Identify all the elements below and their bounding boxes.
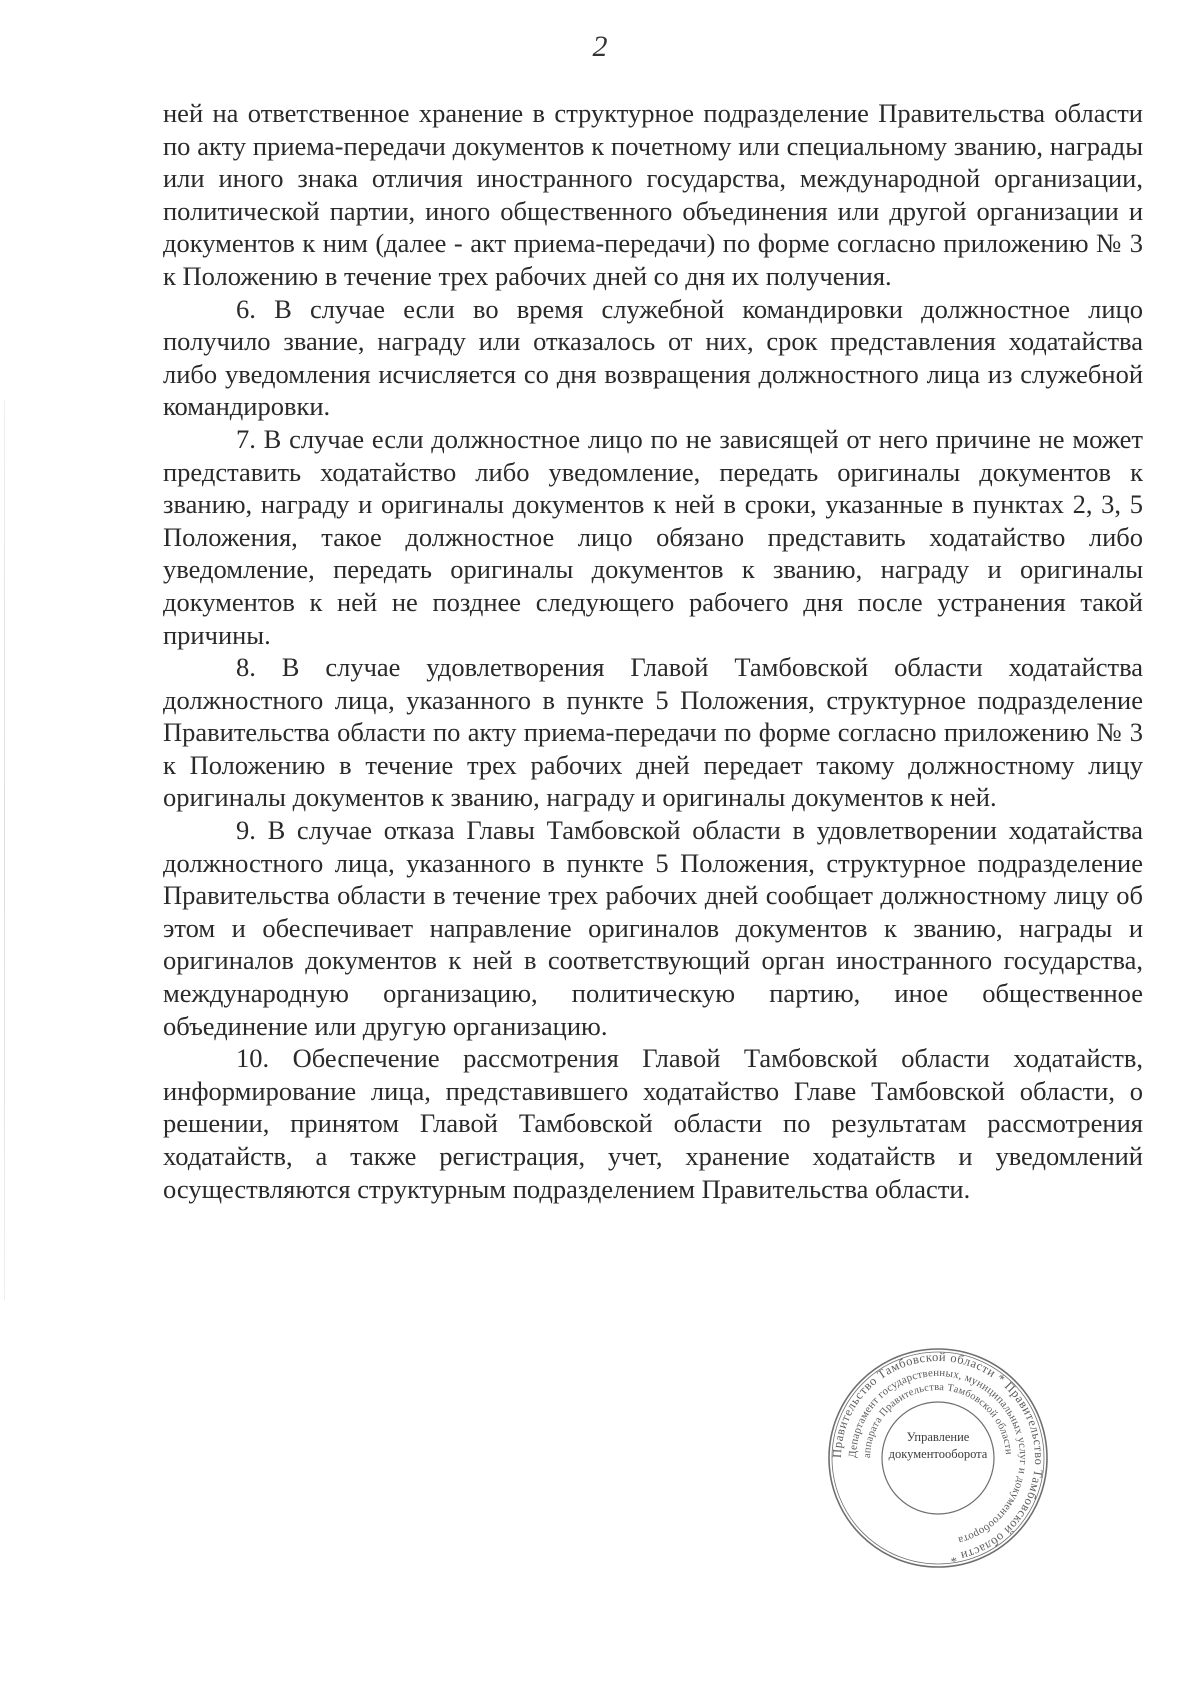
- document-body: [163, 97, 1143, 1205]
- stamp-outer-ring-text: Правительство Тамбовской области * Правительство Тамбовской области *: [829, 1349, 1047, 1566]
- paragraph-item-7: 7. В случае если должностное лицо по не зависящей от него причине не может представить ходатайство либо уведомление, передать оригиналы документов к званию, награду и оригиналы документов к ней в сроки, указанные в пунктах 2, 3, 5 Положения, такое должностное лицо обязано представить ходатайство либо уведомление, передать оригиналы документов к званию, награду и оригиналы документов к ней не позднее следующего рабочего дня после устранения такой причины.: [163, 423, 1143, 650]
- stamp-center-line-2: документооборота: [888, 1447, 988, 1461]
- paragraph-item-8: 8. В случае удовлетворения Главой Тамбовской области ходатайства должностного лица, указанного в пункте 5 Положения, структурное подразделение Правительства области по акту приема-передачи по форме согласно приложению № 3 к Положению в течение трех рабочих дней передает такому должностному лицу оригиналы документов к званию, награду и оригиналы документов к ней.: [163, 652, 1143, 813]
- paragraph-continuation: ней на ответственное хранение в структурное подразделение Правительства области по акту приема-передачи документов к почетному или специальному званию, награды или иного знака отличия иностранного государства, международной организации, политической партии, иного общественного объединения или другой организации и документов к ним (далее - акт приема-передачи) по форме согласно приложению № 3 к Положению в течение трех рабочих дней со дня их получения.: [163, 98, 1143, 291]
- official-stamp: [827, 1347, 1049, 1569]
- page-number: 2: [592, 30, 608, 63]
- paragraph-item-6: 6. В случае если во время служебной командировки должностное лицо получило звание, награду или отказалось от них, срок представления ходатайства либо уведомления исчисляется со дня возвращения должностного лица из служебной командировки.: [163, 293, 1143, 422]
- paragraph-item-9: 9. В случае отказа Главы Тамбовской области в удовлетворении ходатайства должностного лица, указанного в пункте 5 Положения, структурное подразделение Правительства области в течение трех рабочих дней сообщает должностному лицу об этом и обеспечивает направление оригиналов документов к званию, награды и оригиналов документов к ней в соответствующий орган иностранного государства, международную организацию, политическую партию, иное общественное объединение или другую организацию.: [163, 815, 1143, 1041]
- paragraph-item-10: 10. Обеспечение рассмотрения Главой Тамбовской области ходатайств, информирование лица, представившего ходатайство Главе Тамбовской области, о решении, принятом Главой Тамбовской области по результатам рассмотрения ходатайств, а также регистрация, учет, хранение ходатайств и уведомлений осуществляются структурным подразделением Правительства области.: [163, 1043, 1143, 1204]
- stamp-middle-ring-text: Департамент государственных, муниципальных услуг и документооборота: [846, 1366, 1030, 1547]
- stamp-inner-ring-text: аппарата Правительства Тамбовской области: [861, 1381, 1014, 1459]
- scan-edge-shadow: [4, 400, 5, 1300]
- stamp-center-text: [887, 1429, 989, 1463]
- stamp-center-line-1: Управление: [906, 1430, 970, 1444]
